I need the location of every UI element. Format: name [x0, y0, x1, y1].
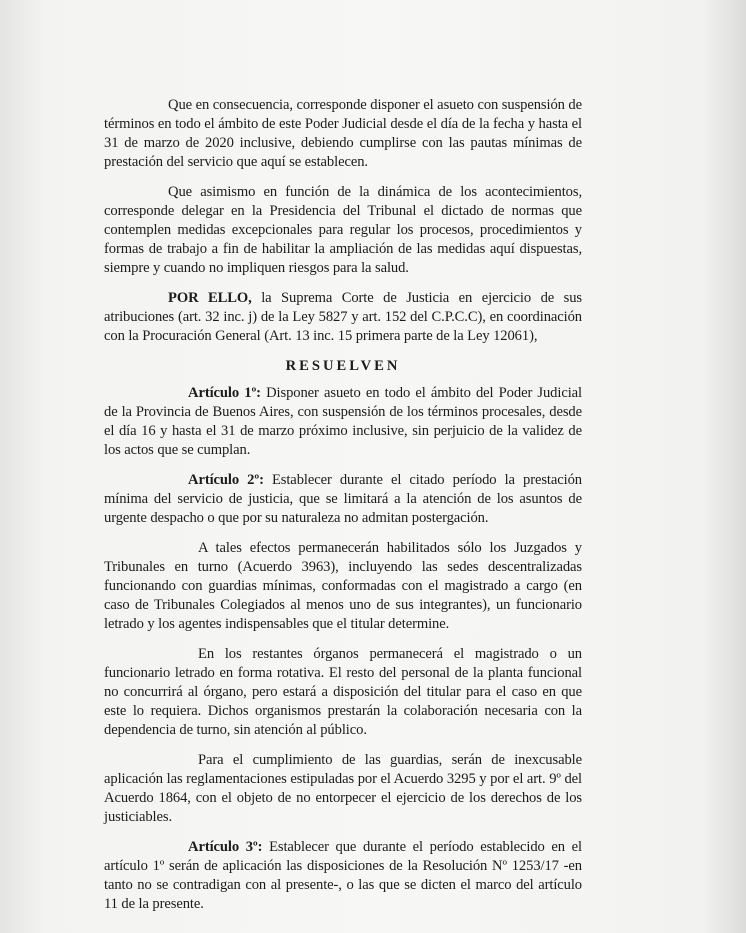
articulo-2-lead: Artículo 2º: — [188, 472, 264, 488]
paragraph-asueto: Que en consecuencia, corresponde disponer el asueto con suspensión de términos en todo el ámbito de este Poder Judicial desde el día de la fecha y hasta el 31 de marzo de 2020 inclusive, debiendo cumplirse con las pautas mínimas de prestación del servicio que aquí se establecen. — [104, 97, 582, 170]
articulo-3 — [104, 838, 582, 914]
paragraph-tales-efectos: A tales efectos permanecerán habilitados sólo los Juzgados y Tribunales en turno (Acuerdo 3963), incluyendo las sedes descentralizadas funcionando con guardias mínimas, conformadas con el magistrado a cargo (en caso de Tribunales Colegiados al menos uno de sus integrantes), un funcionario letrado y los agentes indispensables que el titular determine. — [104, 540, 582, 632]
paragraph-guardias: Para el cumplimiento de las guardias, serán de inexcusable aplicación las reglamentaciones estipuladas por el Acuerdo 3295 y por el art. 9º del Acuerdo 1864, con el objeto de no entorpecer el ejercicio de los derechos de los justiciables. — [104, 752, 582, 825]
paragraph-restantes-organos: En los restantes órganos permanecerá el magistrado o un funcionario letrado en forma rotativa. El resto del personal de la planta funcional no concurrirá al órgano, pero estará a disposición del titular para el caso en que este lo requiera. Dichos organismos prestarán la colaboración necesaria con la dependencia de turno, sin atención al público. — [104, 646, 582, 738]
articulo-3-lead: Artículo 3º: — [188, 839, 263, 855]
articulo-2 — [104, 471, 582, 528]
paragraph-por-ello — [104, 289, 582, 346]
articulo-1-lead: Artículo 1º: — [188, 385, 261, 401]
paragraph-delegacion: Que asimismo en función de la dinámica de los acontecimientos, corresponde delegar en la Presidencia del Tribunal el dictado de normas que contemplen medidas excepcionales para regular los procesos, procedimientos y formas de trabajo a fin de habilitar la ampliación de las medidas aquí dispuestas, siempre y cuando no impliquen riesgos para la salud. — [104, 184, 582, 276]
articulo-3-text: Establecer que durante el período establecido en el artículo 1º serán de aplicación las disposiciones de la Resolución Nº 1253/17 -en tanto no se contradigan con al presente-, o las que se dicten el marco del artículo 11 de la presente. — [104, 839, 582, 912]
por-ello-lead: POR ELLO, — [168, 290, 252, 306]
resuelven-heading: RESUELVEN — [285, 358, 401, 374]
document-body — [104, 96, 582, 925]
articulo-1 — [104, 384, 582, 460]
por-ello-text: la Suprema Corte de Justicia en ejercicio de sus atribuciones (art. 32 inc. j) de la Ley 5827 y art. 152 del C.P.C.C), en coordinación con la Procuración General (Art. 13 inc. 15 primera parte de la Ley 12061), — [104, 290, 583, 344]
articulo-2-text: Establecer durante el citado período la prestación mínima del servicio de justicia, que se limitará a la atención de los asuntos de urgente despacho o que por su naturaleza no admitan postergación. — [104, 472, 582, 526]
articulo-1-text: Disponer asueto en todo el ámbito del Poder Judicial de la Provincia de Buenos Aires, con suspensión de los términos procesales, desde el día 16 y hasta el 31 de marzo próximo inclusive, sin perjuicio de la validez de los actos que se cumplan. — [104, 385, 582, 458]
